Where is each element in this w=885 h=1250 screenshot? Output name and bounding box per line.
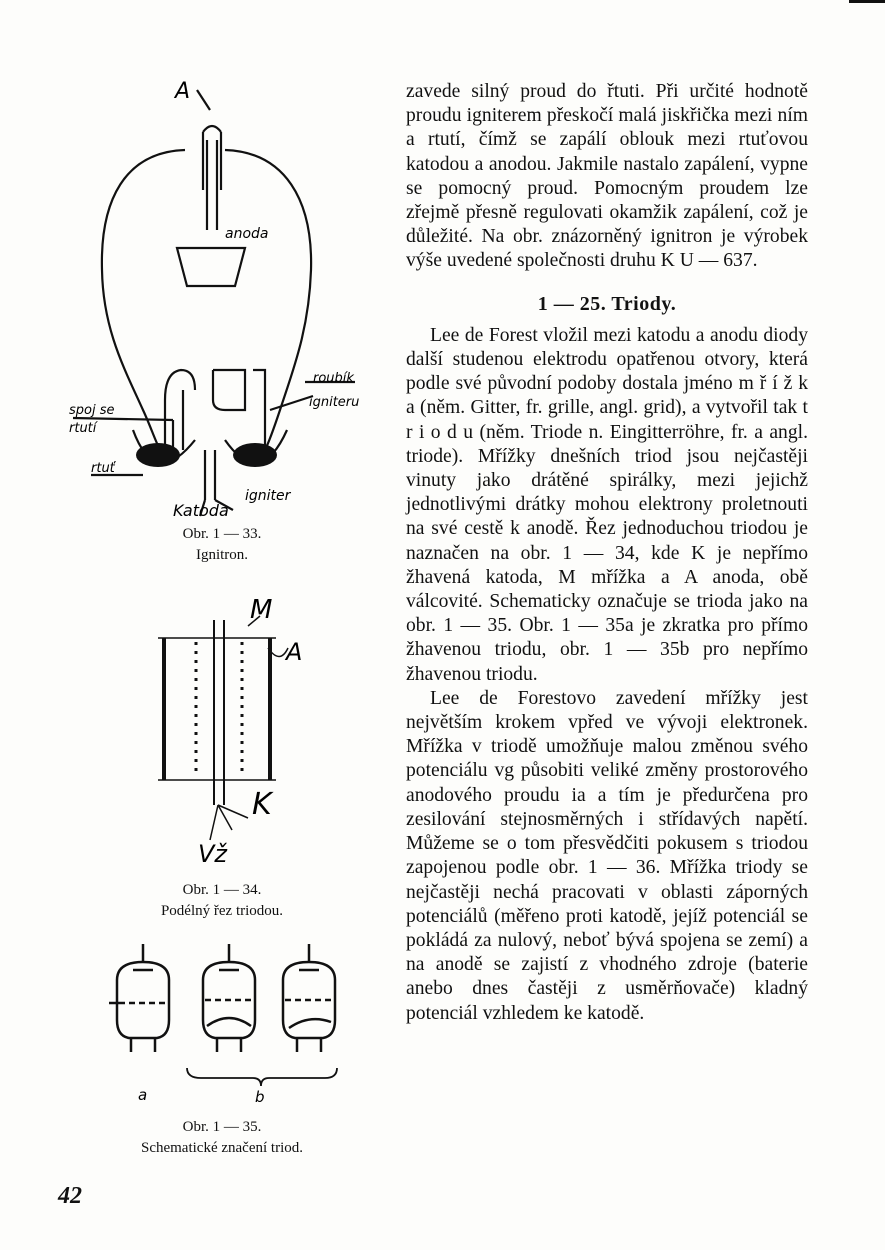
triode-symbols-drawing (105, 940, 345, 1105)
section-title: 1 — 25. Triody. (537, 292, 677, 315)
figure-33-caption (92, 524, 352, 566)
figure-triode-section (140, 590, 330, 875)
label-m: M (250, 595, 273, 625)
label-roubik: roubík (313, 371, 354, 386)
label-rtut: rtuť (91, 461, 115, 476)
figure-35-label: Obr. 1 — 35. (182, 1119, 262, 1135)
figure-35-caption (92, 1117, 352, 1159)
label-rtuti: rtutí (69, 421, 97, 436)
triode-section-drawing (140, 590, 330, 875)
figure-33-title: Ignitron. (195, 547, 249, 563)
label-igniteru: igniteru (309, 395, 360, 410)
label-b-symbol: b (255, 1088, 265, 1105)
paragraph-grid-importance: Lee de Forestovo zavedení mřížky jest největším krokem vpřed ve vývoji elektronek. Mřížka v triodě umožňuje malou změnou svého potenciálu vg působiti veliké změny prostorového anodového proudu ia a tím je předurčena pro zesilování stejnosměrných i střídavých napětí. Můžeme se o tom přesvědčiti pokusem s triodou zapojenou podle obr. 1 — 36. Mřížka triody se nejčastěji nechá pracovati v oblasti záporných potenciálů (měřeno proti katodě, jejíž potenciál se pokládá za nulový, neboť bývá spojena se zemí) a na anodě se zajistí z vhodného zdroje (baterie anebo dnes častěji z usměrňovače) kladný potenciál vzhledem ke katodě. (406, 687, 808, 1024)
figure-34-title: Podélný řez triodou. (160, 903, 284, 919)
label-a-anode: A (286, 638, 303, 666)
figure-35-title: Schematické značení triod. (140, 1140, 303, 1156)
figure-33-label: Obr. 1 — 33. (182, 526, 262, 542)
label-k: K (252, 787, 272, 822)
ignitron-drawing (55, 70, 385, 530)
figure-triode-symbols (105, 940, 345, 1105)
label-katoda: Katoda (173, 501, 229, 520)
figure-34-caption (92, 880, 352, 922)
label-anoda: anoda (225, 226, 269, 242)
page-number: 42 (58, 1183, 82, 1209)
label-vz: Vž (198, 840, 228, 868)
body-text (406, 80, 808, 1026)
label-igniter: igniter (245, 488, 291, 504)
label-a: A (175, 79, 191, 104)
label-spoj-se: spoj se (69, 403, 115, 418)
paragraph-continuation: zavede silný proud do řtuti. Při určité hodnotě proudu igniterem přeskočí malá jiskřička mezi ním a rtutí, čímž se zapálí oblouk mezi rtuťovou katodou a anodou. Jakmile nastalo zapálení, vypne se pomocný proud. Pomocným proudem lze zřejmě přesně regulovati okamžik zapálení, což je důležité. Na obr. znázorněný ignitron je výrobek výše uvedené společnosti druhu K U — 637. (406, 81, 808, 272)
figure-34-label: Obr. 1 — 34. (182, 882, 262, 898)
label-a-symbol: a (138, 1086, 148, 1104)
figure-ignitron (55, 70, 385, 530)
corner-mark (849, 0, 885, 3)
paragraph-triode-intro: Lee de Forest vložil mezi katodu a anodu diody další studenou elektrodu opatřenou otvory, která podle své původní podoby dostala jméno m ř í ž k a (něm. Gitter, fr. grille, angl. grid), a vytvořil tak t r i o d u (něm. Triode n. Eingitterröhre, fr. a angl. triode). Mřížky dnešních triod jsou nejčastěji vinuty jako drátěné spirálky, mezi jejichž jednotlivými drátky mohou elektrony proletnouti na své cestě k anodě. Řez jednoduchou triodou je naznačen na obr. 1 — 34, kde K je nepřímo žhavená katoda, M mřížka a A anoda, obě válcovité. Schematicky označuje se trioda jako na obr. 1 — 35. Obr. 1 — 35a je zkratka pro přímo žhavenou triodu, obr. 1 — 35b pro nepřímo žhavenou triodu. (406, 324, 808, 685)
